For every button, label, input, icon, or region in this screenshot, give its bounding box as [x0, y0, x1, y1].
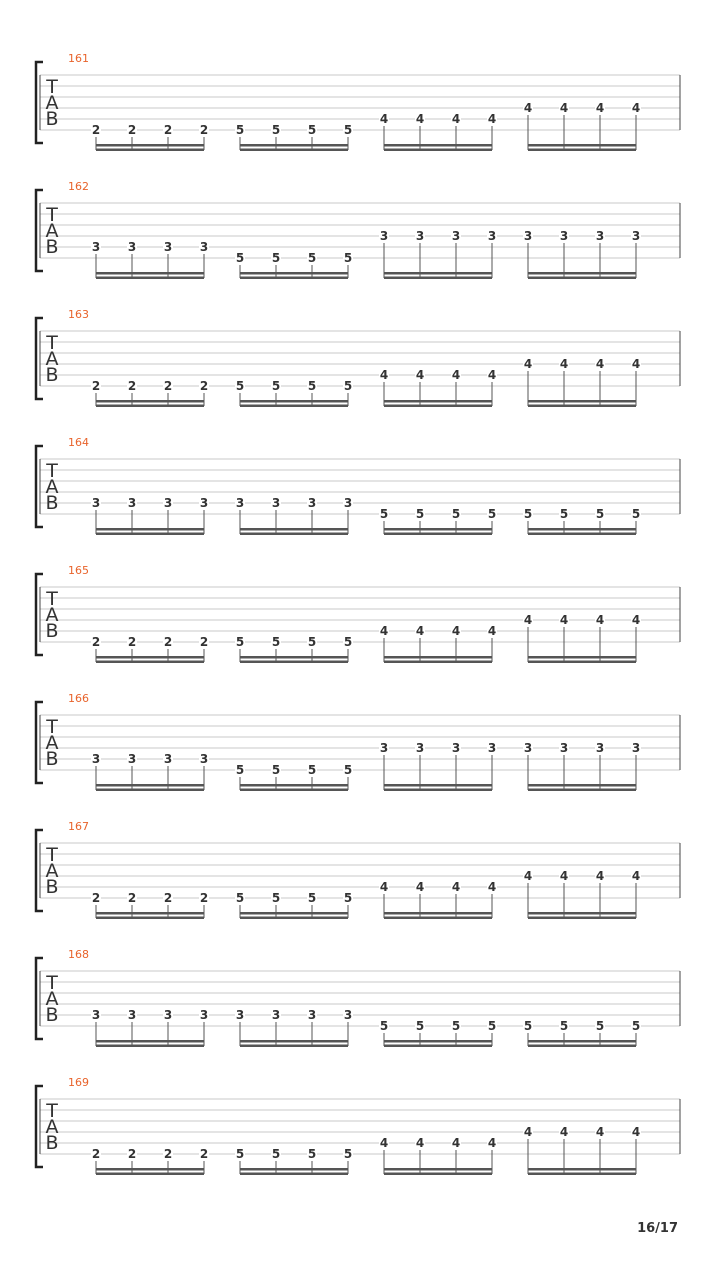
- tab-clef-letter: B: [45, 108, 59, 130]
- fret-number: 4: [415, 1136, 425, 1150]
- fret-number: 3: [163, 496, 173, 510]
- beam-primary: [528, 272, 636, 275]
- tab-system: [36, 564, 680, 663]
- fret-number: 5: [307, 891, 317, 905]
- fret-number: 3: [199, 1008, 209, 1022]
- beam-primary: [528, 144, 636, 147]
- fret-number: 4: [559, 357, 569, 371]
- fret-number: 5: [235, 891, 245, 905]
- tab-clef-letter: T: [46, 332, 58, 354]
- fret-number: 5: [343, 379, 353, 393]
- beam-secondary: [528, 789, 636, 792]
- fret-number: 3: [163, 752, 173, 766]
- beam-secondary: [96, 661, 204, 664]
- fret-number: 5: [307, 123, 317, 137]
- fret-number: 3: [631, 741, 641, 755]
- fret-number: 2: [127, 635, 137, 649]
- fret-number: 3: [235, 1008, 245, 1022]
- beam-primary: [384, 144, 492, 147]
- tab-clef-letter: B: [45, 876, 59, 898]
- fret-number: 4: [487, 1136, 497, 1150]
- beam-primary: [240, 272, 348, 275]
- beam-secondary: [96, 917, 204, 920]
- fret-number: 4: [559, 869, 569, 883]
- fret-number: 5: [451, 507, 461, 521]
- fret-number: 3: [379, 229, 389, 243]
- fret-number: 4: [559, 1125, 569, 1139]
- fret-number: 4: [379, 112, 389, 126]
- beam-primary: [96, 272, 204, 275]
- fret-number: 2: [199, 635, 209, 649]
- fret-number: 5: [271, 1147, 281, 1161]
- fret-number: 5: [343, 763, 353, 777]
- fret-number: 4: [487, 880, 497, 894]
- bar-number: 161: [68, 52, 89, 65]
- beam-secondary: [96, 789, 204, 792]
- tab-clef-letter: B: [45, 748, 59, 770]
- beam-primary: [528, 784, 636, 787]
- fret-number: 2: [127, 891, 137, 905]
- bar-number: 166: [68, 692, 89, 705]
- fret-number: 2: [199, 379, 209, 393]
- beam-secondary: [96, 149, 204, 152]
- beam-secondary: [240, 661, 348, 664]
- fret-number: 5: [271, 635, 281, 649]
- beam-primary: [384, 272, 492, 275]
- tab-clef-letter: A: [45, 476, 59, 498]
- tab-system: [36, 52, 680, 151]
- fret-number: 4: [415, 880, 425, 894]
- fret-number: 3: [559, 741, 569, 755]
- fret-number: 2: [127, 379, 137, 393]
- beam-primary: [240, 656, 348, 659]
- fret-number: 2: [163, 635, 173, 649]
- beam-secondary: [528, 405, 636, 408]
- fret-number: 2: [91, 891, 101, 905]
- beam-secondary: [96, 277, 204, 280]
- fret-number: 5: [559, 507, 569, 521]
- beam-secondary: [96, 1173, 204, 1176]
- fret-number: 3: [307, 1008, 317, 1022]
- beam-primary: [240, 1040, 348, 1043]
- beam-primary: [96, 656, 204, 659]
- tab-clef-letter: B: [45, 492, 59, 514]
- fret-number: 3: [271, 496, 281, 510]
- tab-system: [36, 1076, 680, 1175]
- fret-number: 3: [595, 229, 605, 243]
- tab-clef-letter: T: [46, 844, 58, 866]
- beam-primary: [240, 1168, 348, 1171]
- fret-number: 5: [343, 123, 353, 137]
- beam-secondary: [240, 1045, 348, 1048]
- beam-secondary: [528, 277, 636, 280]
- tab-clef-letter: T: [46, 204, 58, 226]
- fret-number: 5: [595, 507, 605, 521]
- tab-system: [36, 820, 680, 919]
- tab-clef-letter: A: [45, 860, 59, 882]
- tab-clef-letter: A: [45, 348, 59, 370]
- fret-number: 3: [595, 741, 605, 755]
- fret-number: 5: [523, 1019, 533, 1033]
- beam-secondary: [528, 1045, 636, 1048]
- fret-number: 5: [631, 507, 641, 521]
- beam-secondary: [384, 1045, 492, 1048]
- fret-number: 2: [91, 635, 101, 649]
- fret-number: 3: [91, 240, 101, 254]
- beam-primary: [384, 784, 492, 787]
- fret-number: 4: [451, 624, 461, 638]
- fret-number: 4: [523, 101, 533, 115]
- fret-number: 5: [235, 379, 245, 393]
- beam-secondary: [528, 661, 636, 664]
- tab-system: [36, 948, 680, 1047]
- fret-number: 5: [523, 507, 533, 521]
- fret-number: 3: [199, 496, 209, 510]
- fret-number: 3: [451, 741, 461, 755]
- fret-number: 2: [91, 1147, 101, 1161]
- fret-number: 5: [271, 123, 281, 137]
- fret-number: 4: [631, 357, 641, 371]
- fret-number: 4: [595, 1125, 605, 1139]
- beam-primary: [528, 656, 636, 659]
- fret-number: 5: [235, 123, 245, 137]
- beam-primary: [240, 784, 348, 787]
- tab-clef-letter: A: [45, 988, 59, 1010]
- fret-number: 3: [127, 496, 137, 510]
- beam-secondary: [528, 1173, 636, 1176]
- beam-secondary: [384, 789, 492, 792]
- fret-number: 3: [127, 240, 137, 254]
- fret-number: 4: [595, 613, 605, 627]
- beam-secondary: [240, 405, 348, 408]
- tab-clef-letter: T: [46, 76, 58, 98]
- fret-number: 4: [379, 368, 389, 382]
- fret-number: 5: [595, 1019, 605, 1033]
- fret-number: 5: [451, 1019, 461, 1033]
- fret-number: 5: [487, 507, 497, 521]
- fret-number: 5: [487, 1019, 497, 1033]
- fret-number: 4: [631, 101, 641, 115]
- fret-number: 3: [451, 229, 461, 243]
- fret-number: 3: [523, 229, 533, 243]
- fret-number: 5: [379, 1019, 389, 1033]
- fret-number: 5: [307, 635, 317, 649]
- bar-number: 164: [68, 436, 89, 449]
- fret-number: 3: [235, 496, 245, 510]
- fret-number: 3: [91, 752, 101, 766]
- fret-number: 5: [379, 507, 389, 521]
- fret-number: 3: [91, 496, 101, 510]
- fret-number: 3: [487, 741, 497, 755]
- bar-number: 163: [68, 308, 89, 321]
- tab-system: [36, 308, 680, 407]
- fret-number: 3: [487, 229, 497, 243]
- page-number: 16/17: [637, 1221, 678, 1236]
- tab-clef-letter: A: [45, 220, 59, 242]
- fret-number: 3: [631, 229, 641, 243]
- fret-number: 3: [415, 229, 425, 243]
- tab-clef-letter: T: [46, 588, 58, 610]
- fret-number: 3: [163, 240, 173, 254]
- tab-clef-letter: T: [46, 972, 58, 994]
- beam-primary: [240, 400, 348, 403]
- tab-clef-letter: B: [45, 1004, 59, 1026]
- fret-number: 4: [415, 112, 425, 126]
- tab-clef-letter: T: [46, 460, 58, 482]
- beam-secondary: [240, 149, 348, 152]
- fret-number: 4: [451, 880, 461, 894]
- fret-number: 4: [487, 624, 497, 638]
- fret-number: 4: [595, 869, 605, 883]
- beam-primary: [384, 656, 492, 659]
- fret-number: 4: [631, 613, 641, 627]
- beam-primary: [384, 400, 492, 403]
- beam-primary: [528, 1040, 636, 1043]
- fret-number: 4: [415, 368, 425, 382]
- fret-number: 2: [199, 1147, 209, 1161]
- fret-number: 5: [559, 1019, 569, 1033]
- beam-primary: [528, 400, 636, 403]
- fret-number: 2: [163, 891, 173, 905]
- fret-number: 5: [271, 891, 281, 905]
- fret-number: 5: [307, 251, 317, 265]
- bar-number: 168: [68, 948, 89, 961]
- beam-secondary: [384, 917, 492, 920]
- fret-number: 5: [307, 1147, 317, 1161]
- beam-primary: [240, 912, 348, 915]
- bar-number: 165: [68, 564, 89, 577]
- bar-number: 167: [68, 820, 89, 833]
- fret-number: 5: [235, 251, 245, 265]
- fret-number: 3: [127, 752, 137, 766]
- fret-number: 3: [343, 1008, 353, 1022]
- fret-number: 3: [199, 240, 209, 254]
- fret-number: 3: [127, 1008, 137, 1022]
- tab-clef-letter: A: [45, 604, 59, 626]
- fret-number: 3: [163, 1008, 173, 1022]
- fret-number: 5: [343, 891, 353, 905]
- beam-secondary: [240, 917, 348, 920]
- fret-number: 5: [271, 379, 281, 393]
- tab-clef-letter: A: [45, 732, 59, 754]
- beam-primary: [384, 1168, 492, 1171]
- fret-number: 4: [631, 1125, 641, 1139]
- beam-secondary: [240, 789, 348, 792]
- tab-clef-letter: A: [45, 1116, 59, 1138]
- beam-primary: [384, 912, 492, 915]
- fret-number: 5: [235, 763, 245, 777]
- fret-number: 5: [343, 251, 353, 265]
- fret-number: 3: [91, 1008, 101, 1022]
- fret-number: 5: [307, 763, 317, 777]
- tab-clef-letter: T: [46, 716, 58, 738]
- fret-number: 3: [379, 741, 389, 755]
- beam-secondary: [240, 533, 348, 536]
- fret-number: 4: [523, 869, 533, 883]
- beam-primary: [96, 1168, 204, 1171]
- tab-clef-letter: A: [45, 92, 59, 114]
- beam-secondary: [96, 405, 204, 408]
- beam-secondary: [384, 277, 492, 280]
- fret-number: 5: [631, 1019, 641, 1033]
- fret-number: 2: [127, 1147, 137, 1161]
- fret-number: 4: [523, 1125, 533, 1139]
- fret-number: 4: [487, 112, 497, 126]
- beam-secondary: [528, 149, 636, 152]
- fret-number: 4: [379, 880, 389, 894]
- fret-number: 4: [523, 357, 533, 371]
- tab-system: [36, 692, 680, 791]
- fret-number: 2: [199, 891, 209, 905]
- tab-clef-letter: B: [45, 1132, 59, 1154]
- fret-number: 3: [343, 496, 353, 510]
- fret-number: 2: [163, 1147, 173, 1161]
- beam-secondary: [96, 533, 204, 536]
- fret-number: 4: [451, 1136, 461, 1150]
- fret-number: 4: [451, 112, 461, 126]
- beam-primary: [240, 144, 348, 147]
- fret-number: 2: [91, 123, 101, 137]
- fret-number: 2: [163, 123, 173, 137]
- fret-number: 2: [91, 379, 101, 393]
- beam-secondary: [528, 917, 636, 920]
- fret-number: 2: [163, 379, 173, 393]
- fret-number: 2: [199, 123, 209, 137]
- beam-primary: [384, 1040, 492, 1043]
- tab-clef-letter: B: [45, 620, 59, 642]
- beam-primary: [96, 400, 204, 403]
- beam-secondary: [240, 1173, 348, 1176]
- fret-number: 5: [343, 635, 353, 649]
- beam-primary: [528, 528, 636, 531]
- beam-primary: [240, 528, 348, 531]
- bar-number: 169: [68, 1076, 89, 1089]
- fret-number: 5: [235, 1147, 245, 1161]
- fret-number: 3: [415, 741, 425, 755]
- fret-number: 4: [415, 624, 425, 638]
- fret-number: 4: [559, 101, 569, 115]
- beam-primary: [384, 528, 492, 531]
- fret-number: 5: [235, 635, 245, 649]
- fret-number: 4: [523, 613, 533, 627]
- tab-clef-letter: B: [45, 364, 59, 386]
- beam-primary: [528, 1168, 636, 1171]
- beam-secondary: [384, 661, 492, 664]
- beam-secondary: [96, 1045, 204, 1048]
- beam-primary: [96, 912, 204, 915]
- fret-number: 5: [343, 1147, 353, 1161]
- beam-secondary: [384, 149, 492, 152]
- fret-number: 4: [379, 1136, 389, 1150]
- fret-number: 4: [595, 101, 605, 115]
- fret-number: 5: [307, 379, 317, 393]
- tab-clef-letter: B: [45, 236, 59, 258]
- fret-number: 3: [307, 496, 317, 510]
- beam-primary: [96, 144, 204, 147]
- beam-secondary: [384, 1173, 492, 1176]
- fret-number: 4: [487, 368, 497, 382]
- tab-system: [36, 436, 680, 535]
- beam-secondary: [528, 533, 636, 536]
- beam-primary: [96, 1040, 204, 1043]
- beam-secondary: [240, 277, 348, 280]
- bar-number: 162: [68, 180, 89, 193]
- tab-clef-letter: T: [46, 1100, 58, 1122]
- fret-number: 4: [595, 357, 605, 371]
- fret-number: 5: [415, 1019, 425, 1033]
- fret-number: 4: [451, 368, 461, 382]
- fret-number: 4: [379, 624, 389, 638]
- fret-number: 3: [271, 1008, 281, 1022]
- beam-secondary: [384, 533, 492, 536]
- fret-number: 2: [127, 123, 137, 137]
- fret-number: 3: [523, 741, 533, 755]
- fret-number: 4: [559, 613, 569, 627]
- tab-system: [36, 180, 680, 279]
- fret-number: 5: [271, 251, 281, 265]
- beam-primary: [96, 784, 204, 787]
- fret-number: 3: [559, 229, 569, 243]
- beam-primary: [96, 528, 204, 531]
- fret-number: 5: [271, 763, 281, 777]
- fret-number: 3: [199, 752, 209, 766]
- beam-secondary: [384, 405, 492, 408]
- fret-number: 4: [631, 869, 641, 883]
- beam-primary: [528, 912, 636, 915]
- fret-number: 5: [415, 507, 425, 521]
